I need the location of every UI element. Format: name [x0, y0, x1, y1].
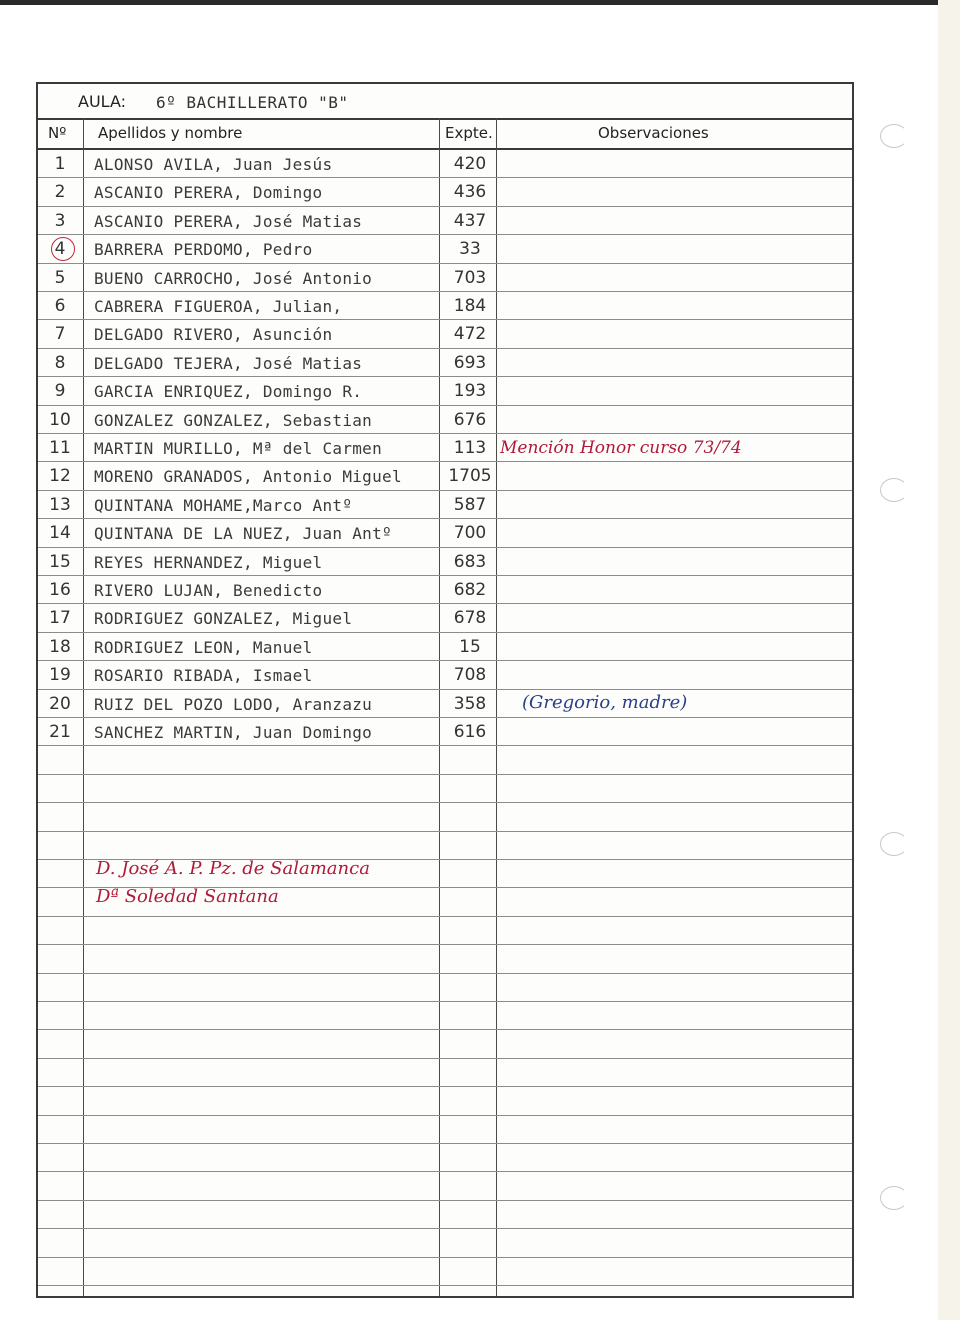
expediente-number: 616: [453, 722, 487, 742]
student-name: ALONSO AVILA, Juan Jesús: [94, 155, 333, 174]
expediente-number: 683: [453, 551, 487, 572]
row-number: 18: [49, 636, 71, 657]
row-number: 12: [49, 466, 71, 487]
class-roster-sheet: [36, 82, 854, 1298]
aula-value: 6º BACHILLERATO "B": [156, 93, 349, 112]
binder-hole: [880, 124, 908, 148]
col-obs-header: Observaciones: [598, 124, 709, 142]
expediente-number: 193: [453, 381, 487, 402]
table-row: [38, 264, 852, 292]
blank-row: [38, 917, 852, 945]
blank-row: [38, 832, 852, 860]
blank-row: [38, 1229, 852, 1257]
student-name: RUIZ DEL POZO LODO, Aranzazu: [94, 694, 373, 714]
row-number: 2: [54, 182, 66, 203]
student-name: DELGADO TEJERA, José Matias: [94, 353, 363, 373]
row-number: 20: [49, 693, 71, 714]
expediente-number: 587: [453, 494, 487, 515]
row-number: 7: [54, 324, 66, 345]
student-name: REYES HERNANDEZ, Miguel: [94, 552, 323, 572]
red-circle-mark: [51, 237, 75, 261]
blank-row: [38, 1258, 852, 1286]
blank-row: [38, 1201, 852, 1229]
expediente-number: 358: [453, 693, 487, 714]
student-name: QUINTANA DE LA NUEZ, Juan Antº: [94, 524, 392, 544]
table-row: [38, 150, 852, 178]
table-row: [38, 434, 852, 462]
binder-hole: [880, 1186, 908, 1210]
table-row: [38, 292, 852, 320]
binder-hole: [880, 478, 908, 502]
row-number: 19: [49, 665, 71, 686]
table-row: [38, 519, 852, 547]
expediente-number: 1705: [448, 466, 492, 487]
blank-row: [38, 1030, 852, 1058]
table-row: [38, 491, 852, 519]
student-name: BUENO CARROCHO, José Antonio: [94, 268, 373, 288]
expediente-number: 33: [459, 239, 481, 260]
blank-row: [38, 1144, 852, 1172]
column-headers: [38, 118, 852, 150]
table-row: [38, 462, 852, 490]
expediente-number: 703: [453, 267, 487, 288]
table-row: [38, 718, 852, 746]
student-name: GARCIA ENRIQUEZ, Domingo R.: [94, 382, 363, 402]
blank-row: [38, 1172, 852, 1200]
expediente-number: 693: [453, 352, 487, 373]
handwritten-note: D. José A. P. Pz. de Salamanca: [96, 858, 370, 879]
blank-row: [38, 1087, 852, 1115]
table-row: [38, 548, 852, 576]
student-name: MORENO GRANADOS, Antonio Miguel: [94, 467, 402, 487]
table-row: [38, 377, 852, 405]
expediente-number: 708: [453, 665, 487, 686]
student-name: CABRERA FIGUEROA, Julian,: [94, 297, 343, 316]
expediente-number: 113: [453, 438, 487, 458]
blank-row: [38, 746, 852, 774]
table-row: [38, 633, 852, 661]
binder-hole: [880, 832, 908, 856]
student-name: ROSARIO RIBADA, Ismael: [94, 666, 313, 686]
observation-note: (Gregorio, madre): [522, 691, 688, 713]
table-row: [38, 207, 852, 235]
row-number: 5: [54, 267, 66, 288]
row-number: 9: [54, 381, 66, 402]
row-number: 10: [49, 409, 71, 430]
observation-note: Mención Honor curso 73/74: [500, 438, 742, 458]
expediente-number: 472: [453, 324, 487, 345]
expediente-number: 700: [453, 523, 487, 544]
expediente-number: 15: [459, 636, 481, 657]
aula-label: AULA:: [78, 92, 126, 111]
blank-row: [38, 974, 852, 1002]
aula-header: [38, 84, 852, 120]
table-row: [38, 604, 852, 632]
expediente-number: 420: [453, 154, 487, 174]
blank-row: [38, 1002, 852, 1030]
table-row: [38, 406, 852, 434]
row-number: 6: [54, 296, 66, 316]
row-number: 13: [49, 494, 71, 515]
blank-row: [38, 775, 852, 803]
blank-row: [38, 803, 852, 831]
student-name: RODRIGUEZ LEON, Manuel: [94, 637, 313, 657]
handwritten-note: Dª Soledad Santana: [96, 886, 279, 907]
row-number: 21: [49, 722, 71, 742]
expediente-number: 436: [453, 182, 487, 203]
row-number: 1: [54, 154, 66, 174]
row-number: 17: [49, 608, 71, 629]
row-number: 11: [49, 438, 71, 458]
col-name-header: Apellidos y nombre: [98, 124, 243, 142]
scan-right-margin: [938, 0, 960, 1320]
row-number: 15: [49, 551, 71, 572]
student-name: MARTIN MURILLO, Mª del Carmen: [94, 439, 383, 458]
blank-row: [38, 1059, 852, 1087]
student-name: DELGADO RIVERO, Asunción: [94, 325, 333, 345]
row-number: 3: [54, 210, 66, 231]
row-number: 14: [49, 523, 71, 544]
student-name: BARRERA PERDOMO, Pedro: [94, 240, 313, 260]
student-name: RIVERO LUJAN, Benedicto: [94, 581, 323, 600]
student-name: QUINTANA MOHAME,Marco Antº: [94, 495, 353, 515]
table-row: [38, 235, 852, 263]
expediente-number: 676: [453, 409, 487, 430]
blank-row: [38, 1116, 852, 1144]
student-name: GONZALEZ GONZALEZ, Sebastian: [94, 410, 373, 430]
table-row: [38, 178, 852, 206]
expediente-number: 678: [453, 608, 487, 629]
row-number: 4: [54, 239, 66, 260]
scan-top-edge: [0, 0, 960, 5]
table-row: [38, 349, 852, 377]
student-name: RODRIGUEZ GONZALEZ, Miguel: [94, 609, 353, 629]
table-row: [38, 690, 852, 718]
table-row: [38, 576, 852, 604]
col-num-header: Nº: [48, 124, 67, 142]
expediente-number: 682: [453, 580, 487, 600]
col-exp-header: Expte.: [445, 124, 493, 142]
table-row: [38, 661, 852, 689]
expediente-number: 437: [453, 210, 487, 231]
student-name: ASCANIO PERERA, Domingo: [94, 183, 323, 203]
row-number: 16: [49, 580, 71, 600]
student-name: SANCHEZ MARTIN, Juan Domingo: [94, 723, 373, 742]
table-row: [38, 320, 852, 348]
expediente-number: 184: [453, 296, 487, 316]
row-number: 8: [54, 352, 66, 373]
blank-row: [38, 945, 852, 973]
student-name: ASCANIO PERERA, José Matias: [94, 211, 363, 231]
